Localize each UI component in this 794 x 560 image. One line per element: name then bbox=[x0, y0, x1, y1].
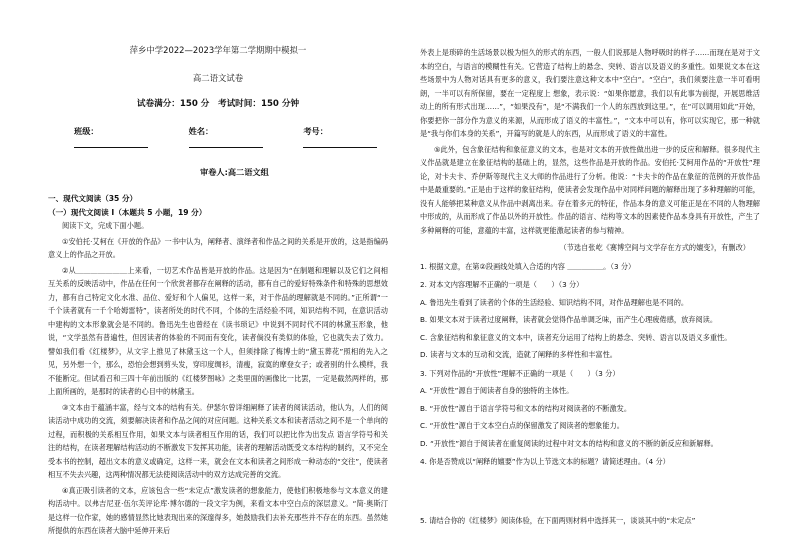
exam-subject: 高二语文试卷 bbox=[192, 72, 244, 83]
question-2-option-b: B. 如果文本对于读者过度阐释，读者就会觉得作品单调乏味，而产生心理疲倦感，放弃阅读。 bbox=[420, 315, 718, 324]
question-3-option-d: D. “开放性”源自于阅读者在重复阅读的过程中对文本的结构和意义的不断的新反应和新解释。 bbox=[420, 438, 718, 448]
score-line: 试卷满分：150 分 考试时间：150 分钟 bbox=[136, 99, 300, 109]
exam-title: 萍乡中学2022—2023学年第二学期期中模拟一 bbox=[129, 45, 307, 55]
question-2-option-a: A. 鲁迅先生看到了读者的个体的生活经验、知识结构不同，对作品理解也是不同的。 bbox=[420, 297, 689, 307]
source-citation: （节选自张屹《赛博空间与文学存在方式的嬗变》，有删改） bbox=[559, 243, 750, 252]
question-1: 1. 根据文意，在第②段画线处填入合适的内容 ＿＿＿＿＿。（3 分） bbox=[420, 261, 636, 271]
question-2-option-d: D. 读者与文本的互动和交流，造就了阐释的多样性和丰富性。 bbox=[420, 350, 617, 359]
right-column bbox=[420, 44, 760, 527]
question-2: 2. 对本文内容理解不正确的一项是（ ）（3 分） bbox=[420, 280, 584, 289]
question-5: 5. 请结合你的《红楼梦》阅读体验，在下面两则材料中选择其一，谈谈其中的“未定点” bbox=[420, 515, 696, 525]
name-field bbox=[189, 125, 274, 153]
paragraph-5: ⑤此外，包含象征结构和象征意义的文本，也是对文本的开放性做出进一步的反应和解释。很多现代主义作品就是建立在象征结构的基础上的，显然，这些作品是开放的作品。安伯托·艾柯用作品的“开放性”理论，对卡夫卡、乔伊斯等现代主义大师的作品进行了分析。他说：“卡夫卡的作品在象征的范例的开放作品中是最重要的。”正是由于这样的象征结构，使读者会发现作品中对同样问题的解释出现了多种理解的可能，没有人能够把某种意义从作品中剥离出来。存在着多元的特征，作品本身的意义可能正是在不同的人物理解中形成的，从而形成了作品以外的开放性。作品的语言、结构等文本的因素使作品本身具有开放性，产生了多种阐释的可能，意蕴的丰富，这样就更能激起读者的参与精神。 bbox=[420, 144, 760, 235]
question-3-option-a: A. “开放性”源自于阅读者自身的独特的主体性。 bbox=[420, 386, 574, 395]
id-field bbox=[303, 125, 388, 153]
name-label: 姓名： bbox=[188, 125, 214, 136]
id-input-line[interactable] bbox=[303, 138, 377, 148]
paragraph-1: ①安伯托·艾柯在《开放的作品》一书中认为，阐释者、演绎者和作品之间的关系是开放的，这是指编码意义上的作品之开放。 bbox=[48, 236, 388, 259]
class-field bbox=[74, 125, 159, 153]
class-label: 班级： bbox=[74, 125, 99, 136]
paragraph-3: ③文本由于蕴涵丰富，经与文本的结构有关。伊瑟尔曾详细阐释了读者的阅读活动，他认为，人们的阅读活动中成功的交流，须要解决读者和作品之间的对应问题。这种关系文本和读者活动之间不是一个单向的过程，而积极的关系相互作用，如果文本与读者相互作用的话，我们可以把比作为出发点 语言学符号和关注的结构，在读者理解结构活动的不断激发下发挥其功能，读者的理解活动既受文本结构的制约，又不完全受本书的控制，超出文本的意义或确定，这样一来，就会在文本和读者之间形成一种动态的“交往”，使读者相互不失去兴趣，这两种情况都无法使阅读活动中的双方达成完善的交流。 bbox=[48, 402, 388, 479]
question-3-option-c: C. “开放性”源自于文本空白点的保留激发了阅读者的想象能力。 bbox=[420, 421, 624, 430]
paragraph-4: ④真正吸引读者的文本，应该包含一些“未定点”激发读者的想象能力，使他们积极地参与文本意义的建构活动中。以弗吉尼亚·伍尔芙评论库·博尔德的一段文字为例，来看文本中空白点的深层意义。“简·奥斯汀是这样一位作家，她的感情显然比她表现出来的深邃得多，她鼓励我们去补充那些并不存在的东西。虽然她所提供的东西在读者大脑中延伸开来后 bbox=[48, 485, 388, 535]
subsection-heading: （一）现代文阅读 I（本题共 5 小题，19 分） bbox=[48, 207, 207, 217]
left-column bbox=[48, 44, 388, 538]
id-label: 考号： bbox=[303, 125, 328, 136]
answer-space[interactable] bbox=[420, 469, 760, 509]
question-3: 3. 下列对作品的“开放性”理解不正确的一项是（ ）（3 分） bbox=[420, 368, 620, 378]
section-heading: 一、现代文阅读（35 分） bbox=[48, 194, 138, 203]
question-3-option-b: B. “开放性”源自于语言学符号和文本的结构对阅读者的不断激发。 bbox=[420, 403, 632, 413]
student-info-fields bbox=[74, 125, 388, 153]
reviewer-line: 审卷人:高二语文组 bbox=[200, 166, 269, 177]
question-4: 4. 你是否赞成以“阐释的嬗要”作为以上节选文本的标题？请简述理由。（4 分） bbox=[420, 457, 670, 466]
reading-instruction: 阅读下文，完成下面小题。 bbox=[62, 221, 149, 230]
name-input-line[interactable] bbox=[189, 138, 263, 148]
paragraph-4-continued: 外表上是琐碎的生活场景以极为恒久的形式的东西，一般人们说那是人物呼吸时的样子……而现在是对于文本的空白，与语言的模糊性有关。它营造了结构上的悬念、突转、语言以及语义的多重性。如果说文本在这些场景中为人物对话具有更多的意义，我们要注意这种文本中“空白”。“空白”，我们须要注意一半可看明朗，一半可以有所保留，要在一定程度上 想象，表示说：“如果你愿意，我们以有此事为前提，开展思维活动上的所有形式出现……”，“如果没有”，是“不满我们一个人的东西放到这里。”，在“可以调用如此”开始，你要把你一部分作为意义的来源，从而形成了语义的丰富性。”，“文本中可以有，你可以实现它，那一种就是“我与你们本身的关系”，开篇写的就是人的东西，从而形成了语义的丰富性。 bbox=[420, 48, 760, 138]
class-input-line[interactable] bbox=[74, 138, 148, 148]
paragraph-2: ②从＿＿＿＿＿＿＿上来看，一切艺术作品皆是开放的作品。这是因为“在制题和理解以及它们之间相互关系的反映活动中，作品在任何一个欣赏者都存在阐释的活动，都有自己的爱好特殊条件和特殊的思想效力，都有自己特定文化水准、品位、爱好和个人偏见，这样一来，对于作品的理解就是不同的。”正所谓“一千个读者就有一千个哈姆雷特”，读者所处的时代不同，个体的生活经验不同，知识结构不同，在意识活动中建构的文本形象就会是不同的。鲁迅先生也曾经在《读书琐记》中说到不同时代不同的林黛玉形象，他说，“文学虽然有普遍性，但因读者的体验的不同而有变化，读者倘没有类似的体验，它也就失去了效力。譬如我们看《红楼梦》，从文字上推见了林黛玉这一个人，但须排除了梅博士的“黛玉葬花”照相的先入之见，另外想一个，那么，恐怕会想到剪头发，穿印度绸衫，清瘦，寂寞的摩登女子；或者别的什么模样，我不能断定。但试看召和三四十年前出版的《红楼梦图咏》之类里面的画像比一比罢，一定是截然两样的，那上面所画的，是那时的读者的心目中的林黛玉。 bbox=[48, 265, 388, 396]
question-2-option-c: C. 含象征结构和象征意义的文本中，读者充分运用了结构上的悬念、突转、语言以及语义多重性。 bbox=[420, 332, 732, 342]
